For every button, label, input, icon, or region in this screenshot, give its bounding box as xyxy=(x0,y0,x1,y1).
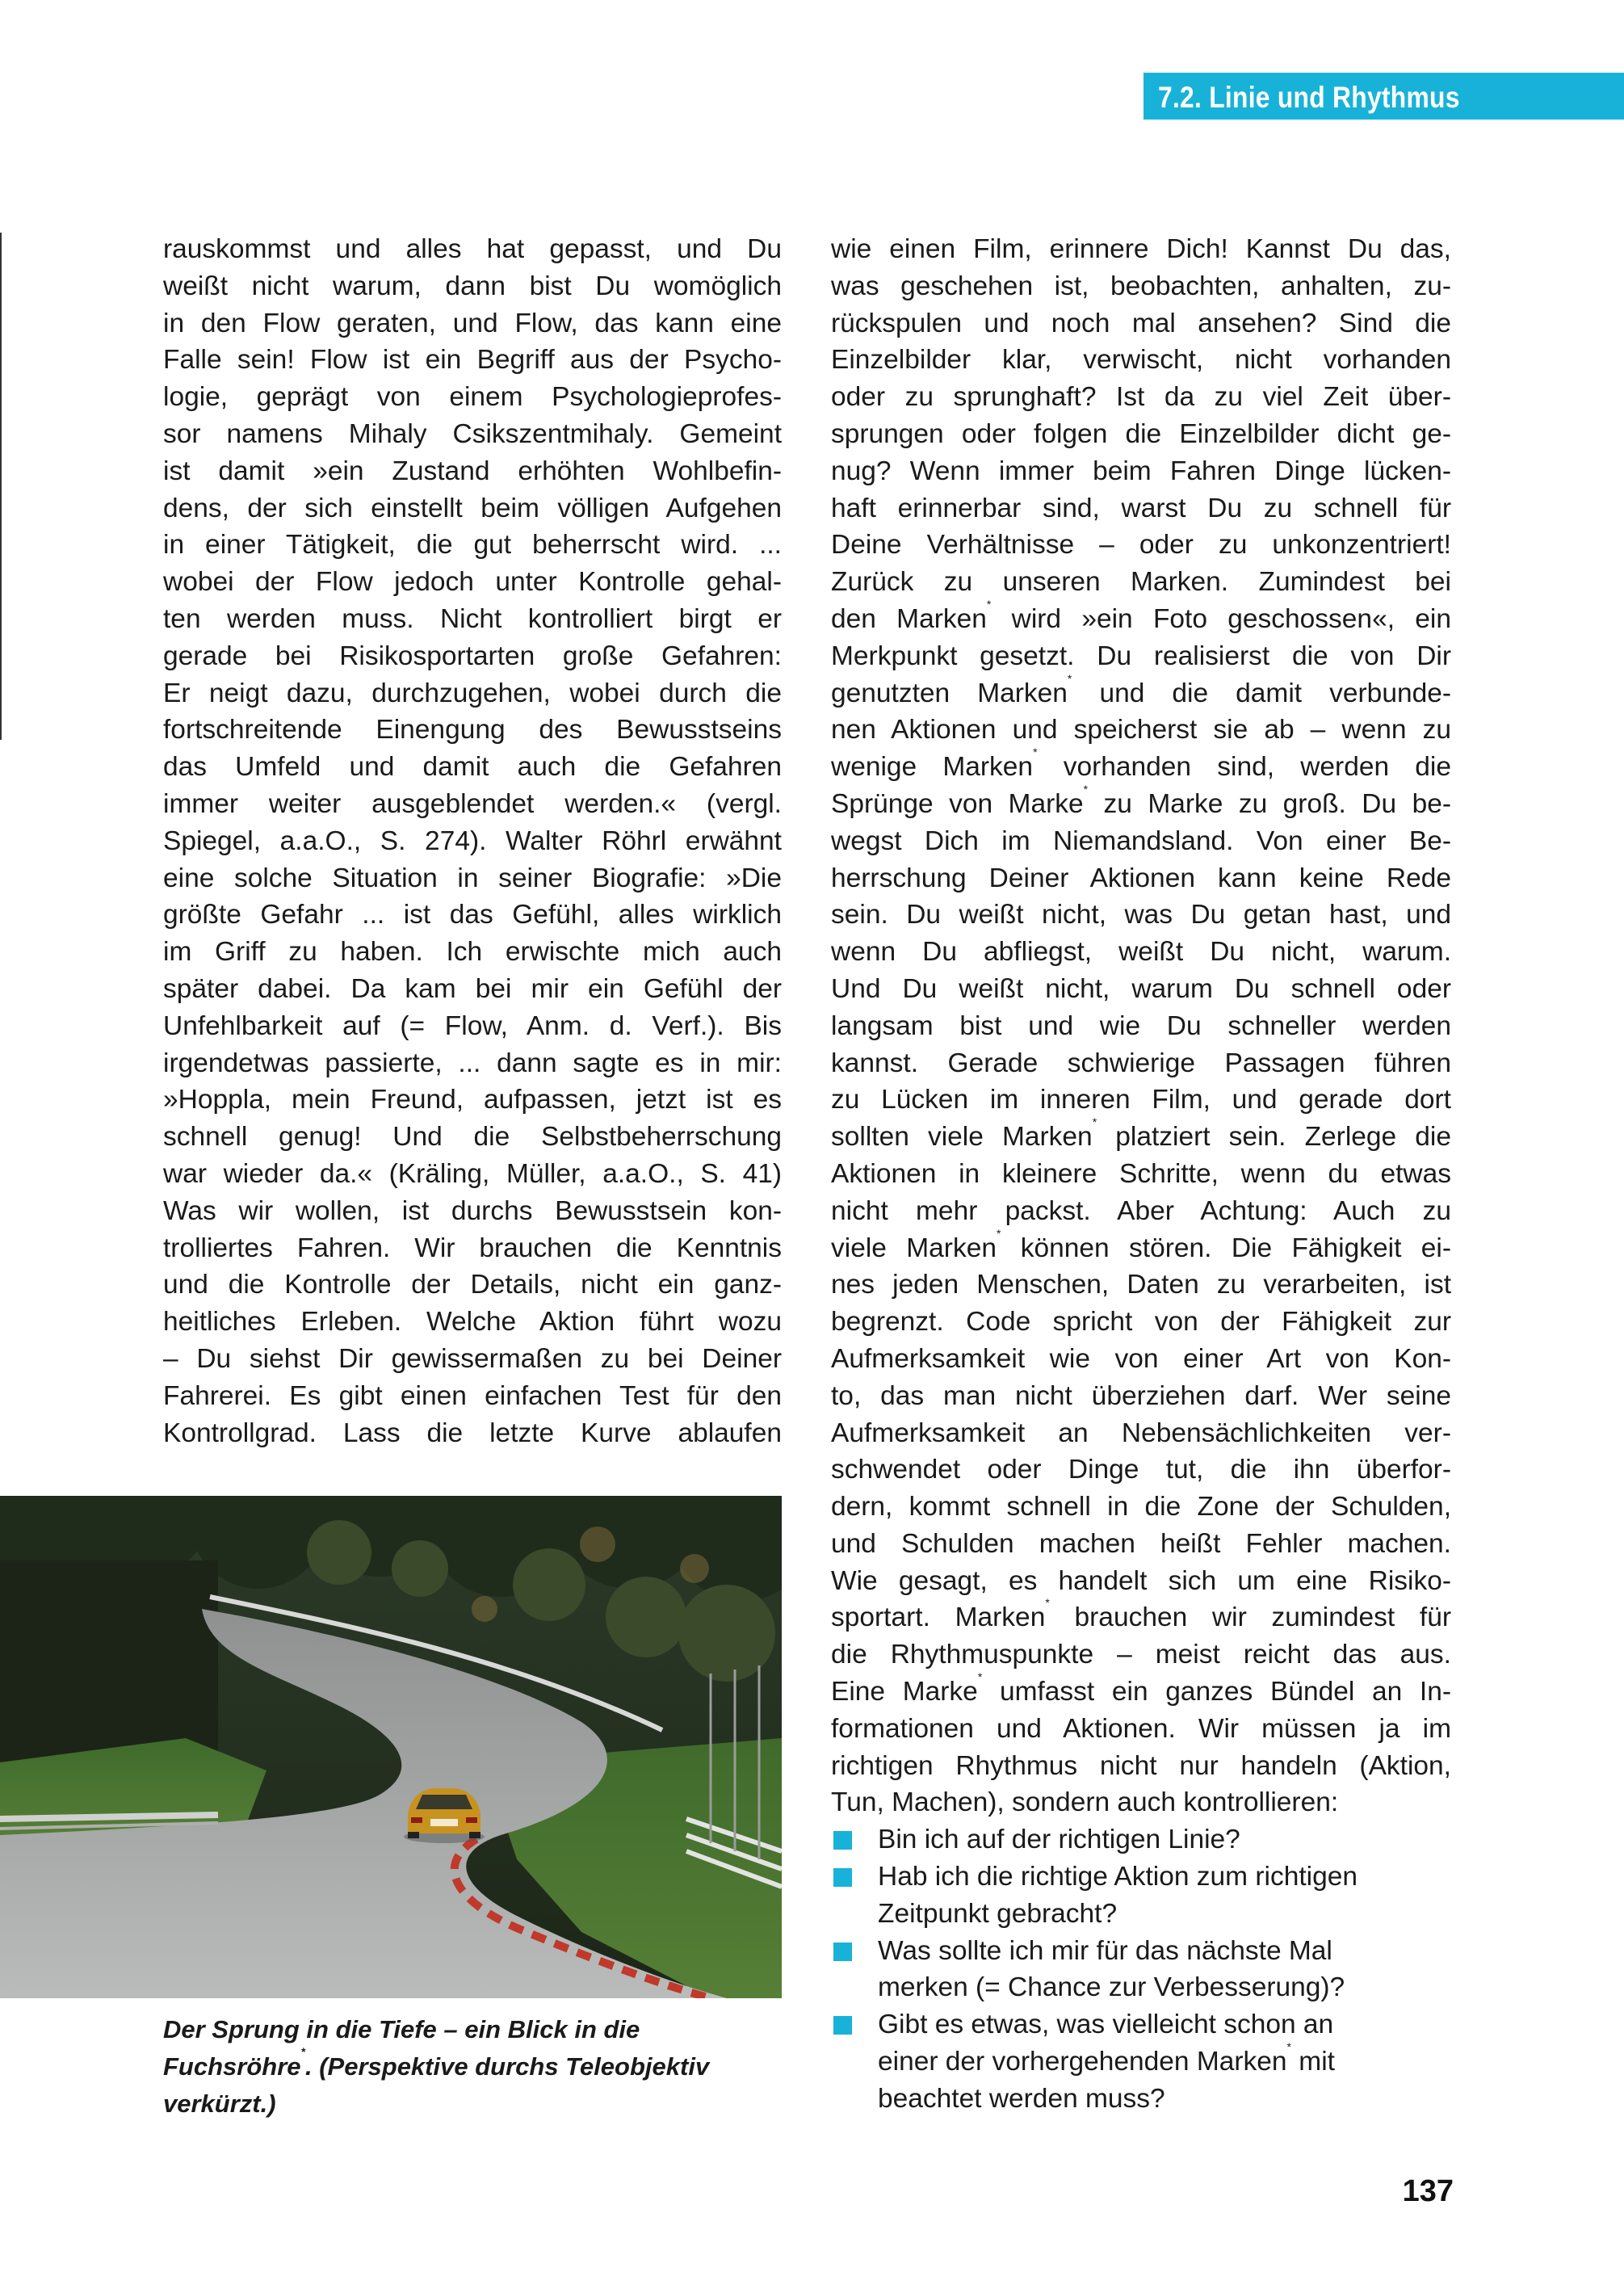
porsche-on-track-image xyxy=(0,1496,782,1998)
text-line: irgendetwas passierte, ... dann sagte es in mir: xyxy=(163,1048,782,1078)
text-line: die Rhythmuspunkte – meist reicht das aus. xyxy=(831,1640,1451,1670)
text-line: dern, kommt schnell in die Zone der Schulden, xyxy=(831,1492,1451,1522)
footnote-asterisk: * xyxy=(1067,671,1072,685)
section-title: 7.2. Linie und Rhythmus xyxy=(1158,81,1460,114)
checklist-item-line: Bin ich auf der richtigen Linie? xyxy=(878,1825,1240,1855)
text-line: Einzelbilder klar, verwischt, nicht vorhanden xyxy=(831,345,1451,376)
text-line: Wie gesagt, es handelt sich um eine Risiko- xyxy=(831,1565,1451,1596)
footnote-asterisk: * xyxy=(1092,1115,1097,1129)
text-line: gerade bei Risikosportarten große Gefahren: xyxy=(163,640,782,671)
footnote-asterisk: * xyxy=(986,597,992,611)
text-line: und Schulden machen heißt Fehler machen. xyxy=(831,1528,1451,1559)
caption-line: Der Sprung in die Tiefe – ein Blick in die xyxy=(163,2015,640,2043)
text-line: sor namens Mihaly Csikszentmihaly. Gemeint xyxy=(163,418,782,449)
text-line: später dabei. Da kam bei mir ein Gefühl der xyxy=(163,973,782,1004)
text-line: Sprünge von Marke* zu Marke zu groß. Du be- xyxy=(831,782,1451,819)
text-line: heitliches Erleben. Welche Aktion führt wozu xyxy=(163,1307,782,1338)
text-line: zu Lücken im inneren Film, und gerade dort xyxy=(831,1085,1451,1115)
text-line: rückspulen und noch mal ansehen? Sind die xyxy=(831,308,1451,338)
text-line: »Hoppla, mein Freund, aufpassen, jetzt ist es xyxy=(163,1085,782,1115)
text-line: Aufmerksamkeit an Nebensächlichkeiten ver- xyxy=(831,1418,1451,1448)
right-text-column xyxy=(831,231,1451,2118)
text-line: oder zu sprunghaft? Ist da zu viel Zeit über- xyxy=(831,382,1451,413)
text-line: ten werden muss. Nicht kontrolliert birgt er xyxy=(163,603,782,634)
text-line: kannst. Gerade schwierige Passagen führen xyxy=(831,1048,1451,1078)
text-line: logie, geprägt von einem Psychologieprofes- xyxy=(163,382,782,413)
text-line: langsam bist und wie Du schneller werden xyxy=(831,1010,1451,1041)
text-line: trolliertes Fahren. Wir brauchen die Kenntnis xyxy=(163,1233,782,1263)
text-line: das Umfeld und damit auch die Gefahren xyxy=(163,752,782,783)
footnote-asterisk: * xyxy=(996,1226,1001,1240)
text-line: nes jeden Menschen, Daten zu verarbeiten, ist xyxy=(831,1270,1451,1300)
text-line: in den Flow geraten, und Flow, das kann eine xyxy=(163,308,782,338)
text-line: nen Aktionen und speicherst sie ab – wenn zu xyxy=(831,715,1451,746)
text-line: genutzten Marken* und die damit verbunde- xyxy=(831,671,1451,708)
text-line: Tun, Machen), sondern auch kontrollieren: xyxy=(831,1787,1339,1818)
text-line: den Marken* wird »ein Foto geschossen«, ein xyxy=(831,597,1451,634)
text-line: in einer Tätigkeit, die gut beherrscht wird. ... xyxy=(163,530,782,561)
text-line: Aktionen in kleinere Schritte, wenn du etwas xyxy=(831,1158,1451,1189)
checklist-item-line: Was sollte ich mir für das nächste Mal xyxy=(878,1935,1332,1966)
bullet-square-icon xyxy=(833,1831,852,1850)
checklist-item-line: einer der vorhergehenden Marken* mit xyxy=(878,2040,1335,2077)
text-line: fortschreitende Einengung des Bewusstseins xyxy=(163,715,782,746)
footnote-asterisk: * xyxy=(1083,782,1089,796)
checklist-item xyxy=(831,1933,1451,2007)
race-track-photo xyxy=(0,1496,782,1998)
text-line: was geschehen ist, beobachten, anhalten, zu- xyxy=(831,271,1451,301)
text-line: nicht mehr packst. Aber Achtung: Auch zu xyxy=(831,1195,1451,1226)
footnote-asterisk: * xyxy=(1286,2040,1291,2054)
text-line: Fahrerei. Es gibt einen einfachen Test für den xyxy=(163,1380,782,1411)
text-line: Merkpunkt gesetzt. Du realisierst die von Dir xyxy=(831,640,1451,671)
checklist-item-line: merken (= Chance zur Verbesserung)? xyxy=(878,1972,1345,2003)
figure-caption xyxy=(163,2011,782,2123)
text-line: Aufmerksamkeit wie von einer Art von Kon- xyxy=(831,1343,1451,1374)
text-line: schwendet oder Dinge tut, die ihn überfor- xyxy=(831,1455,1451,1485)
bullet-square-icon xyxy=(833,2016,852,2035)
text-line: viele Marken* können stören. Die Fähigkeit ei- xyxy=(831,1226,1451,1263)
text-line: Was wir wollen, ist durchs Bewusstsein kon- xyxy=(163,1195,782,1226)
text-line: herrschung Deiner Aktionen kann keine Rede xyxy=(831,863,1451,893)
checklist-item xyxy=(831,1858,1451,1933)
checklist-item-line: Zeitpunkt gebracht? xyxy=(878,1898,1118,1929)
text-line: Unfehlbarkeit auf (= Flow, Anm. d. Verf.). Bis xyxy=(163,1010,782,1041)
text-line: sprungen oder folgen die Einzelbilder dicht ge- xyxy=(831,418,1451,449)
text-line: im Griff zu haben. Ich erwischte mich auch xyxy=(163,937,782,968)
text-line: Eine Marke* umfasst ein ganzes Bündel an In- xyxy=(831,1670,1451,1707)
margin-rule xyxy=(0,233,2,740)
text-line: wenige Marken* vorhanden sind, werden die xyxy=(831,746,1451,783)
text-line: formationen und Aktionen. Wir müssen ja im xyxy=(831,1713,1451,1744)
checklist-item-line: beachtet werden muss? xyxy=(878,2083,1165,2114)
text-line: Zurück zu unseren Marken. Zumindest bei xyxy=(831,567,1451,598)
text-line: sollten viele Marken* platziert sein. Zerlege die xyxy=(831,1115,1451,1153)
text-line: ist damit »ein Zustand erhöhten Wohlbefin- xyxy=(163,456,782,486)
text-line: weißt nicht warum, dann bist Du womöglich xyxy=(163,271,782,301)
text-line: wobei der Flow jedoch unter Kontrolle gehal- xyxy=(163,567,782,598)
text-line: Deine Verhältnisse – oder zu unkonzentriert! xyxy=(831,530,1451,561)
text-line: dens, der sich einstellt beim völligen Aufgehen xyxy=(163,493,782,523)
text-line: Und Du weißt nicht, warum Du schnell oder xyxy=(831,973,1451,1004)
bullet-square-icon xyxy=(833,1942,852,1961)
text-line: richtigen Rhythmus nicht nur handeln (Aktion, xyxy=(831,1750,1451,1781)
footnote-asterisk: * xyxy=(300,2045,305,2058)
right-paragraph xyxy=(831,231,1451,1821)
text-line: Er neigt dazu, durchzugehen, wobei durch die xyxy=(163,678,782,708)
text-line: größte Gefahr ... ist das Gefühl, alles wirklich xyxy=(163,900,782,930)
text-line: Falle sein! Flow ist ein Begriff aus der Psycho- xyxy=(163,345,782,376)
text-line: schnell genug! Und die Selbstbeherrschung xyxy=(163,1122,782,1153)
footnote-asterisk: * xyxy=(1033,746,1038,759)
text-line: – Du siehst Dir gewissermaßen zu bei Deiner xyxy=(163,1343,782,1374)
text-line: immer weiter ausgeblendet werden.« (vergl. xyxy=(163,788,782,819)
left-text-column xyxy=(163,231,782,1451)
text-line: wenn Du abfliegst, weißt Du nicht, warum. xyxy=(831,937,1451,968)
text-line: sportart. Marken* brauchen wir zumindest für xyxy=(831,1596,1451,1633)
checklist-item xyxy=(831,2006,1451,2117)
bullet-square-icon xyxy=(833,1868,852,1887)
checklist-item-line: Hab ich die richtige Aktion zum richtigen xyxy=(878,1862,1358,1892)
text-line: wie einen Film, erinnere Dich! Kannst Du das, xyxy=(831,234,1451,264)
text-line: to, das man nicht überziehen darf. Wer seine xyxy=(831,1380,1451,1411)
text-line: begrenzt. Code spricht von der Fähigkeit zur xyxy=(831,1307,1451,1338)
caption-line: verkürzt.) xyxy=(163,2090,276,2118)
caption-line: Fuchsröhre*. (Perspektive durchs Teleobjektiv xyxy=(163,2045,710,2081)
checklist xyxy=(831,1821,1451,2117)
text-line: rauskommst und alles hat gepasst, und Du xyxy=(163,234,782,264)
checklist-item-line: Gibt es etwas, was vielleicht schon an xyxy=(878,2010,1334,2040)
footnote-asterisk: * xyxy=(1045,1596,1050,1610)
text-line: sein. Du weißt nicht, was Du getan hast, und xyxy=(831,900,1451,930)
text-line: wegst Dich im Niemandsland. Von einer Be- xyxy=(831,825,1451,856)
page-number: 137 xyxy=(1402,2174,1454,2208)
text-line: eine solche Situation in seiner Biografie: »Die xyxy=(163,863,782,893)
footnote-asterisk: * xyxy=(977,1670,983,1684)
text-line: haft erinnerbar sind, warst Du zu schnell für xyxy=(831,493,1451,523)
text-line: und die Kontrolle der Details, nicht ein ganz- xyxy=(163,1270,782,1300)
text-line: Spiegel, a.a.O., S. 274). Walter Röhrl erwähnt xyxy=(163,825,782,856)
text-line: war wieder da.« (Kräling, Müller, a.a.O., S. 41) xyxy=(163,1158,782,1189)
text-line: nug? Wenn immer beim Fahren Dinge lücken- xyxy=(831,456,1451,486)
checklist-item xyxy=(831,1821,1451,1858)
text-line: Kontrollgrad. Lass die letzte Kurve ablaufen xyxy=(163,1418,782,1448)
